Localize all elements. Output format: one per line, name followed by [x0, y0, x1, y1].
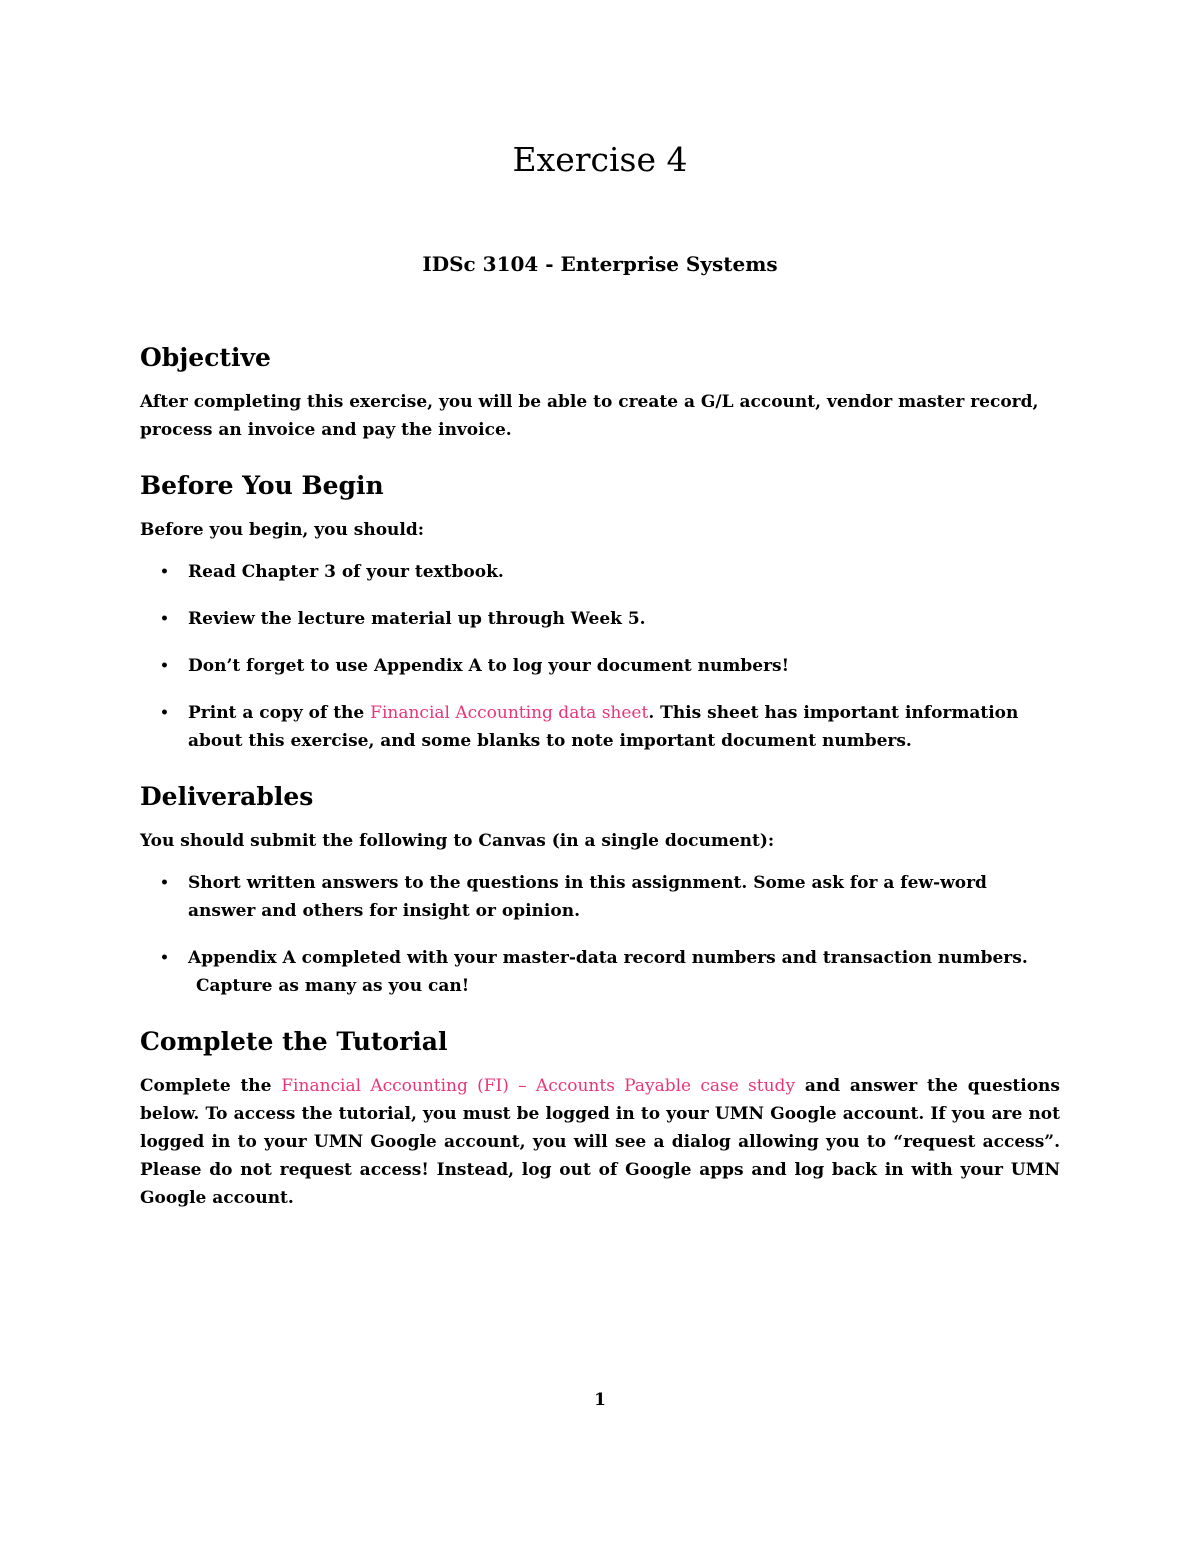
- list-item-text-pre: Print a copy of the: [188, 703, 371, 723]
- bullet-icon: •: [160, 875, 169, 891]
- course-subtitle: IDSc 3104 - Enterprise Systems: [422, 252, 778, 276]
- objective-section: [140, 338, 1060, 444]
- bullet-icon: •: [160, 658, 169, 674]
- deliverables-heading: Deliverables: [140, 782, 314, 811]
- deliverables-intro: You should submit the following to Canvas (in a single document):: [140, 831, 775, 851]
- list-item-text: Short written answers to the questions in this assignment. Some ask for a few-word answer and others for insight or opinion.: [188, 873, 987, 921]
- bullet-icon: •: [160, 950, 169, 966]
- objective-heading: Objective: [140, 343, 271, 372]
- tutorial-section: [140, 1022, 1060, 1212]
- list-item: [140, 944, 1060, 1000]
- list-item-text-post: . This sheet has important information about this exercise, and some blanks to note important document numbers.: [188, 703, 1019, 751]
- list-item-text: Appendix A completed with your master-data record numbers and transaction numbers.: [188, 948, 1028, 968]
- list-item-continuation: Capture as many as you can!: [196, 976, 470, 996]
- list-item: [140, 699, 1060, 755]
- tutorial-text: [140, 1072, 1060, 1212]
- data-sheet-link[interactable]: Financial Accounting data sheet: [370, 703, 649, 723]
- before-heading: Before You Begin: [140, 471, 384, 500]
- bullet-icon: •: [160, 705, 169, 721]
- list-item: [140, 605, 1060, 633]
- list-item: [140, 558, 1060, 586]
- list-item: [140, 869, 1060, 925]
- list-item-text: Don’t forget to use Appendix A to log your document numbers!: [188, 656, 790, 676]
- bullet-icon: •: [160, 611, 169, 627]
- list-item-text: Review the lecture material up through Week 5.: [188, 609, 646, 629]
- page-title: Exercise 4: [512, 140, 688, 179]
- tutorial-text-post: and answer the questions below. To access the tutorial, you must be logged in to your UMN Google account. If you are not logged in to your UMN Google account, you will see a dialog allowing you to “request access”. Please do not request access! Instead, log out of Google apps and log back in with your UMN Google account.: [140, 1076, 1060, 1208]
- tutorial-heading: Complete the Tutorial: [140, 1027, 448, 1056]
- deliverables-list: [140, 869, 1060, 1000]
- before-list: [140, 558, 1060, 755]
- bullet-icon: •: [160, 564, 169, 580]
- tutorial-text-pre: Complete the: [140, 1076, 282, 1096]
- page-number: 1: [594, 1390, 606, 1410]
- list-item-text: Read Chapter 3 of your textbook.: [188, 562, 504, 582]
- objective-text: After completing this exercise, you will be able to create a G/L account, vendor master record, process an invoice and pay the invoice.: [140, 392, 1039, 440]
- deliverables-section: [140, 777, 1060, 1000]
- case-study-link[interactable]: Financial Accounting (FI) – Accounts Payable case study: [281, 1076, 796, 1096]
- before-you-begin-section: [140, 466, 1060, 755]
- document-body: [140, 338, 1060, 1234]
- before-intro: Before you begin, you should:: [140, 520, 425, 540]
- list-item: [140, 652, 1060, 680]
